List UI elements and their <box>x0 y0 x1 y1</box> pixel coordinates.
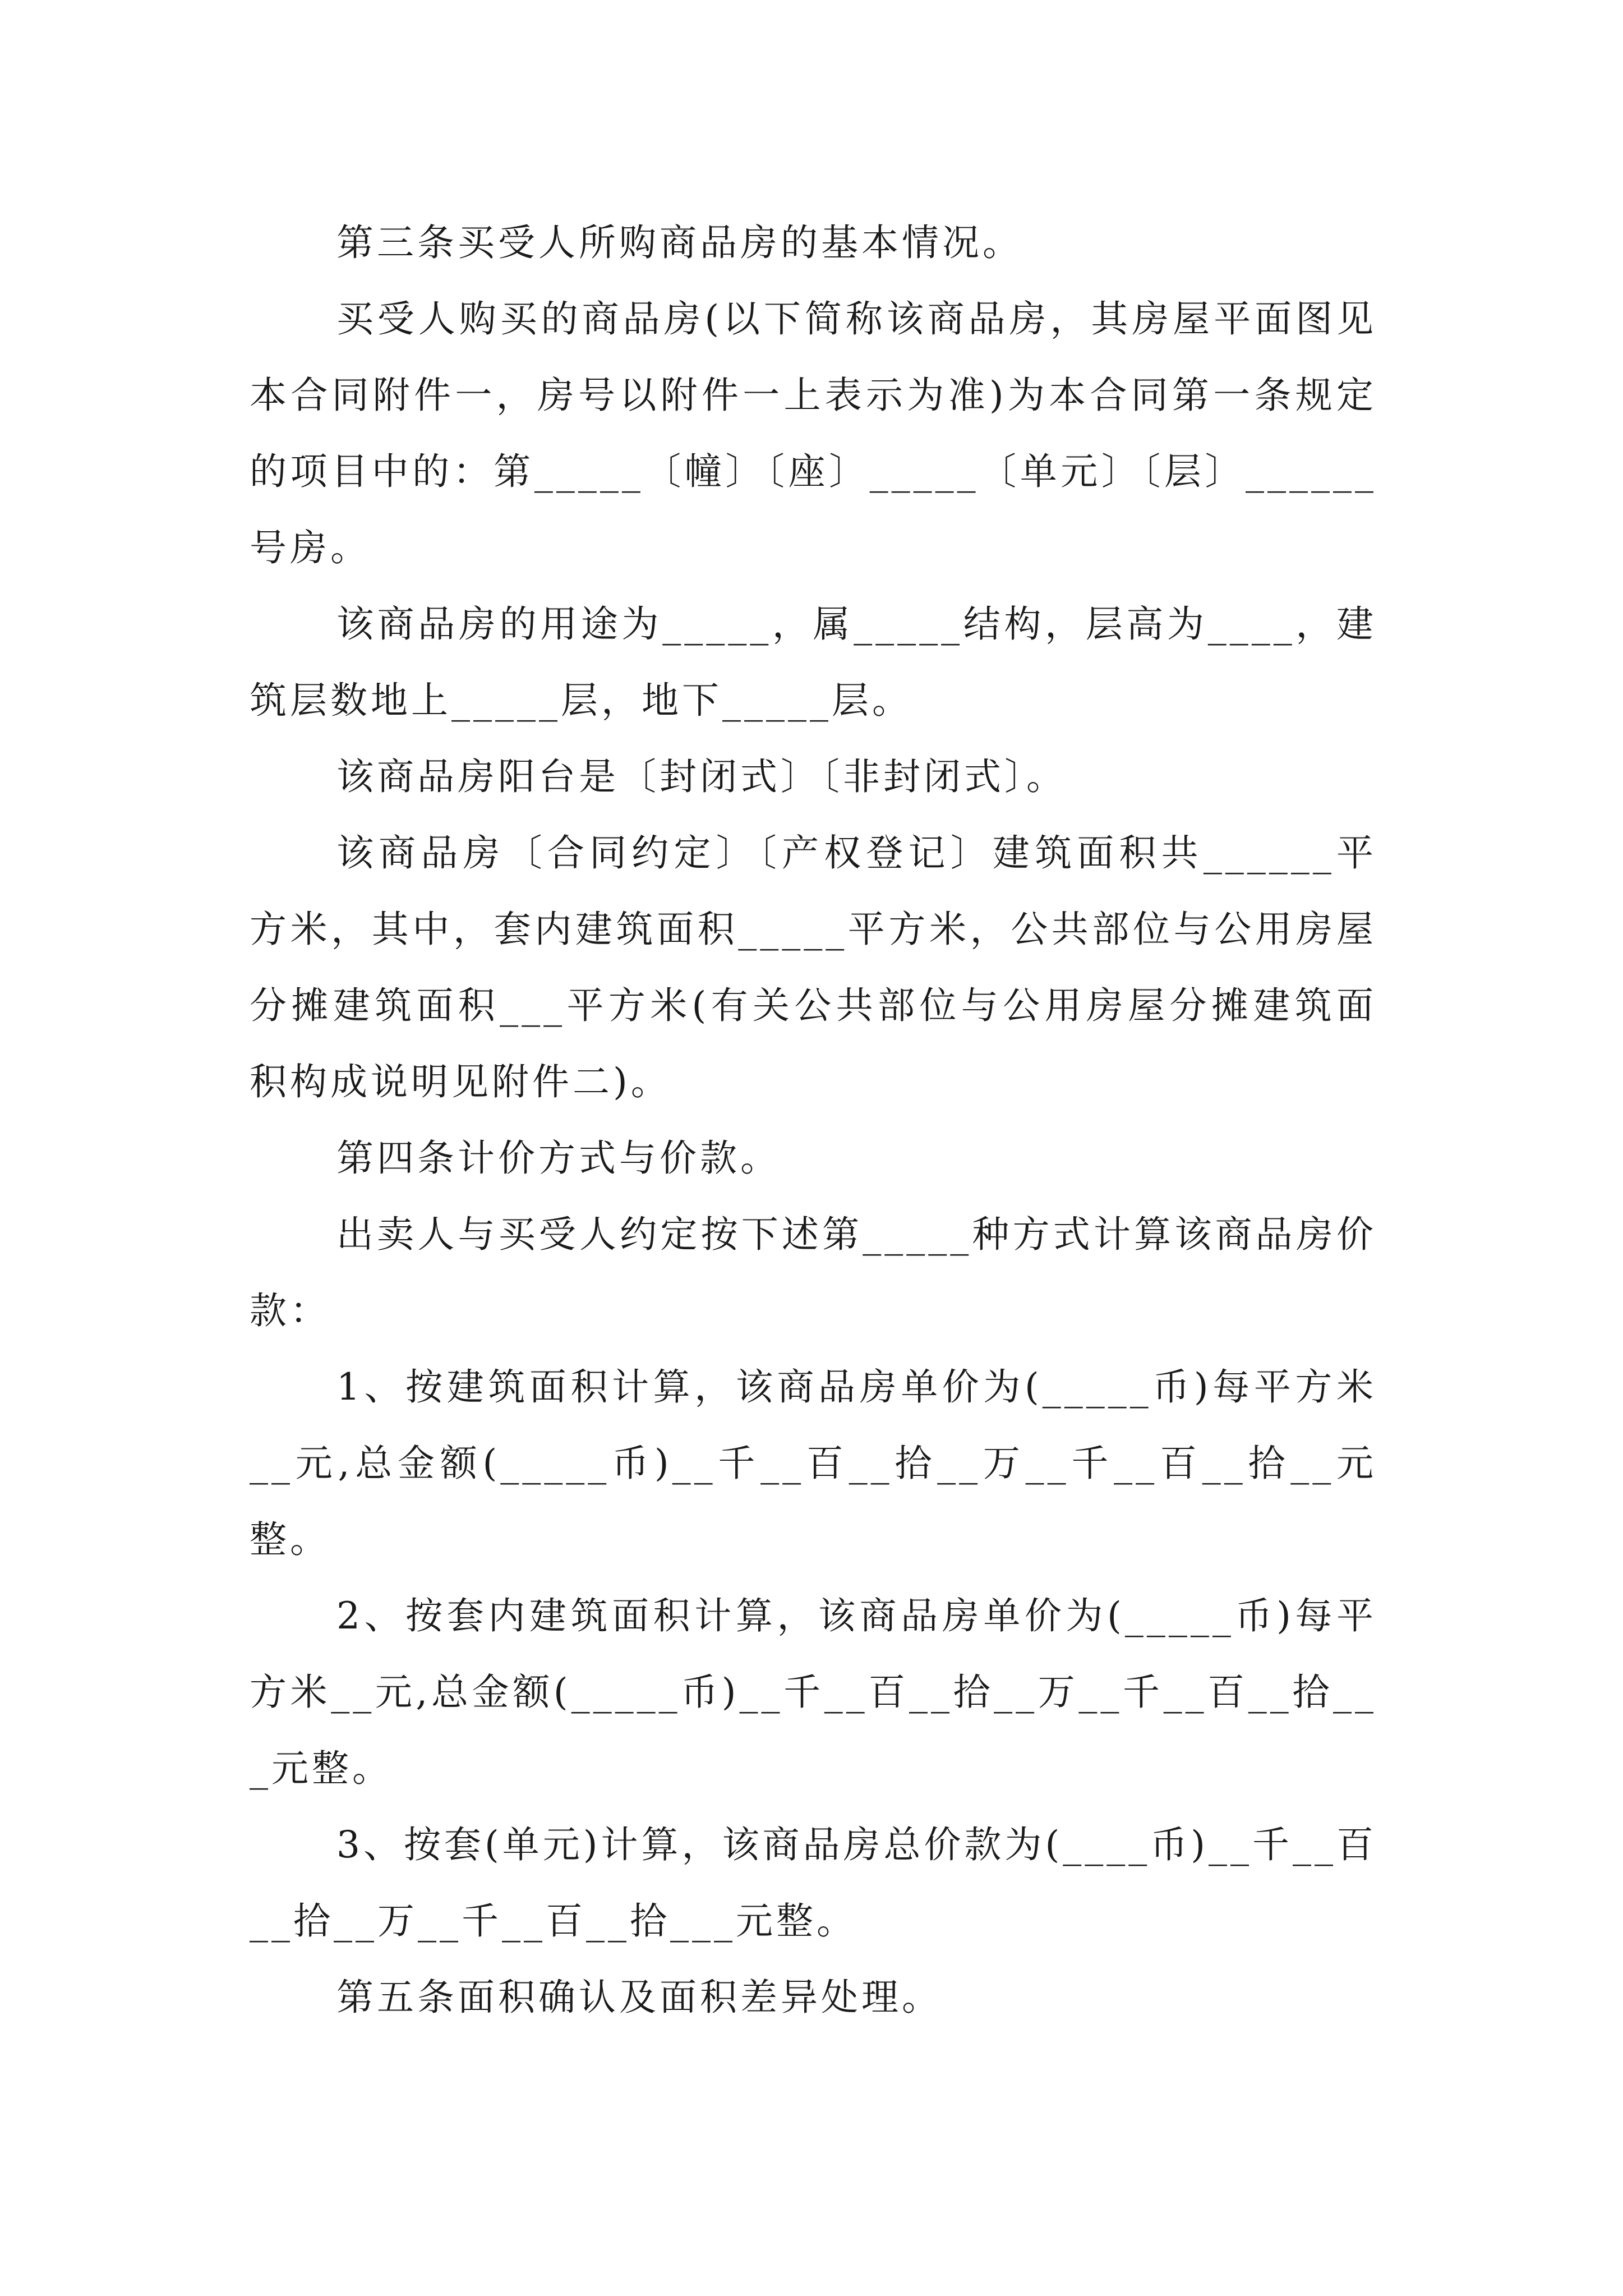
house-usage-paragraph: 该商品房的用途为_____，属_____结构，层高为____，建筑层数地上_____层，地下_____层。 <box>250 602 1377 722</box>
article-4-heading: 第四条计价方式与价款。 <box>336 1137 781 1180</box>
pricing-option-1: 1、按建筑面积计算，该商品房单价为(_____币)每平方米__元,总金额(_____币)__千__百__拾__万__千__百__拾__元整。 <box>250 1365 1377 1561</box>
pricing-option-3: 3、按套(单元)计算，该商品房总价款为(____币)__千__百__拾__万__千__百__拾___元整。 <box>250 1823 1377 1943</box>
pricing-method-paragraph: 出卖人与买受人约定按下述第_____种方式计算该商品房价款： <box>250 1213 1377 1332</box>
pricing-option-2: 2、按套内建筑面积计算，该商品房单价为(_____币)每平方米__元,总金额(_____币)__千__百__拾__万__千__百__拾___元整。 <box>250 1594 1377 1790</box>
article-3-heading: 第三条买受人所购商品房的基本情况。 <box>336 221 1023 264</box>
article-5-heading: 第五条面积确认及面积差异处理。 <box>336 1976 942 2019</box>
floor-area-paragraph: 该商品房〔合同约定〕〔产权登记〕建筑面积共______平方米，其中，套内建筑面积_____平方米，公共部位与公用房屋分摊建筑面积___平方米(有关公共部位与公用房屋分摊建筑面积构成说明见附件二)。 <box>250 831 1377 1103</box>
house-location-paragraph: 买受人购买的商品房(以下简称该商品房，其房屋平面图见本合同附件一，房号以附件一上表示为准)为本合同第一条规定的项目中的：第_____〔幢〕〔座〕_____〔单元〕〔层〕______号房。 <box>250 297 1377 569</box>
document-body <box>250 205 1377 2036</box>
balcony-paragraph: 该商品房阳台是〔封闭式〕〔非封闭式〕。 <box>336 755 1067 798</box>
